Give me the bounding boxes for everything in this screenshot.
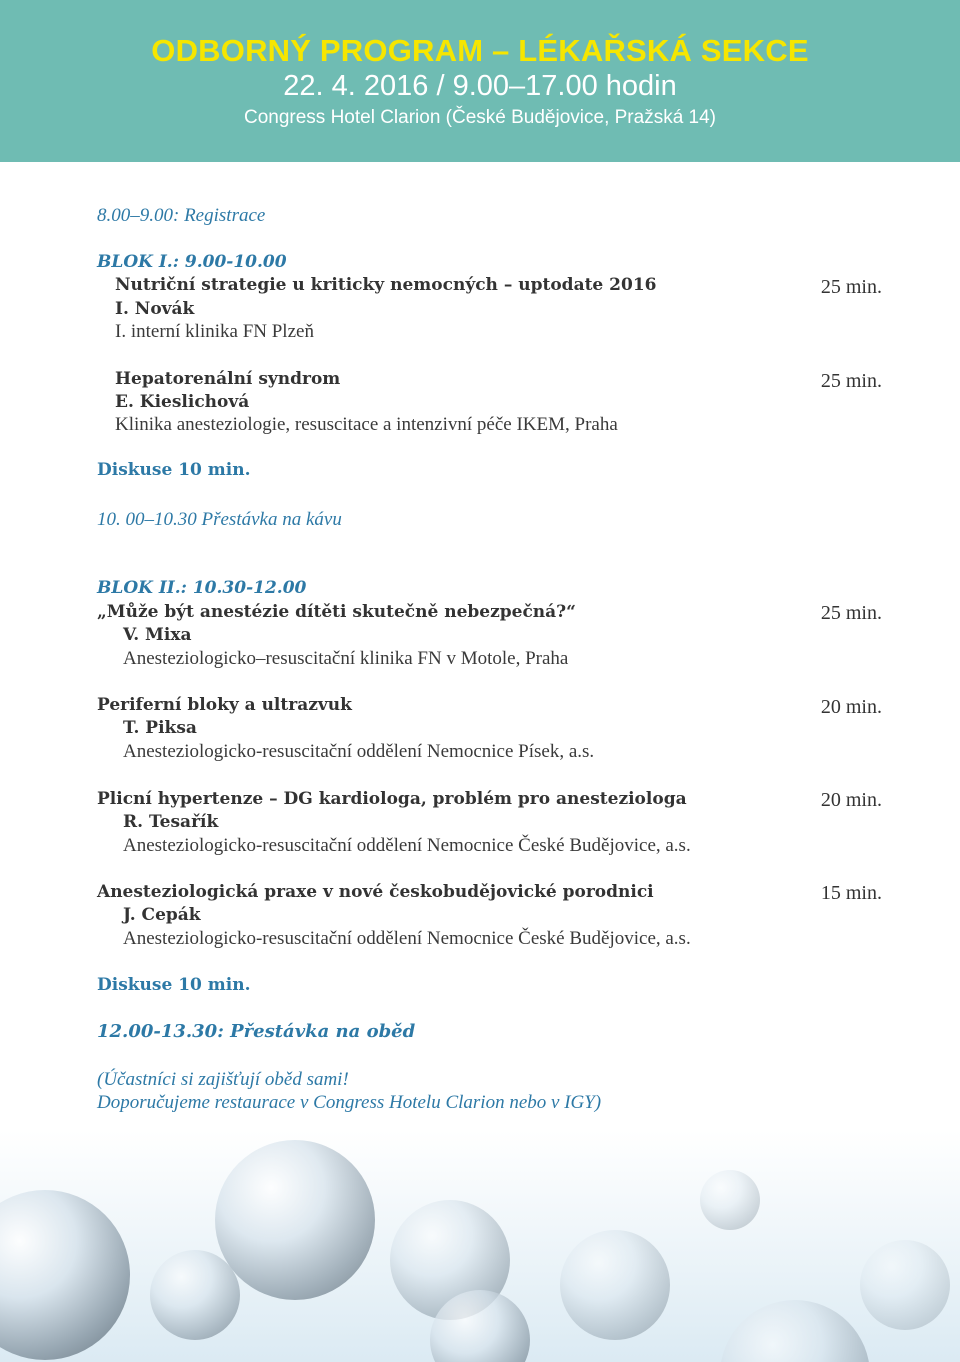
bubble-shape xyxy=(150,1250,240,1340)
blok2-label: BLOK II.: 10.30-12.00 xyxy=(97,578,307,598)
talk-title: Anesteziologická praxe v nové českobudějovické porodnici xyxy=(97,882,654,902)
talk-institution: Anesteziologicko–resuscitační klinika FN v Motole, Praha xyxy=(123,648,569,669)
talk-duration: 20 min. xyxy=(820,696,882,718)
note-line-2: Doporučujeme restaurace v Congress Hotelu Clarion nebo v IGY) xyxy=(97,1092,602,1113)
event-date: 22. 4. 2016 / 9.00–17.00 hodin xyxy=(283,70,677,102)
bubble-shape xyxy=(720,1300,870,1362)
talk-title: Plicní hypertenze – DG kardiologa, problém pro anesteziologa xyxy=(97,789,687,809)
bubble-shape xyxy=(0,1190,130,1360)
talk-speaker: T. Piksa xyxy=(123,718,197,738)
bubble-shape xyxy=(700,1170,760,1230)
blok1-label: BLOK I.: 9.00-10.00 xyxy=(97,252,287,272)
lunch-break: 12.00-13.30: Přestávka na oběd xyxy=(97,1021,416,1042)
talk-institution: Anesteziologicko-resuscitační oddělení Nemocnice Písek, a.s. xyxy=(123,741,595,762)
talk-duration: 25 min. xyxy=(820,276,882,298)
talk-speaker: R. Tesařík xyxy=(123,812,219,832)
talk-title: Periferní bloky a ultrazvuk xyxy=(97,695,352,715)
talk-institution: Klinika anesteziologie, resuscitace a intenzivní péče IKEM, Praha xyxy=(115,414,618,435)
note-line-1: (Účastníci si zajišťují oběd sami! xyxy=(97,1069,349,1090)
discussion-label: Diskuse 10 min. xyxy=(97,975,251,995)
talk-duration: 25 min. xyxy=(820,370,882,392)
registration-line: 8.00–9.00: Registrace xyxy=(97,205,266,226)
event-venue: Congress Hotel Clarion (České Budějovice, Pražská 14) xyxy=(243,107,717,128)
bubble-shape xyxy=(860,1240,950,1330)
header-banner xyxy=(0,0,960,162)
talk-speaker: I. Novák xyxy=(115,299,195,319)
decorative-bubbles-image xyxy=(0,1130,960,1362)
bubble-shape xyxy=(560,1230,670,1340)
talk-duration: 20 min. xyxy=(820,789,882,811)
talk-institution: Anesteziologicko-resuscitační oddělení Nemocnice České Budějovice, a.s. xyxy=(123,835,691,856)
page-title: ODBORNÝ PROGRAM – LÉKAŘSKÁ SEKCE xyxy=(151,33,809,68)
talk-duration: 25 min. xyxy=(820,602,882,624)
talk-speaker: J. Cepák xyxy=(123,905,201,925)
discussion-label: Diskuse 10 min. xyxy=(97,460,251,480)
coffee-break: 10. 00–10.30 Přestávka na kávu xyxy=(97,509,342,530)
talk-title: Nutriční strategie u kriticky nemocných – uptodate 2016 xyxy=(115,275,657,295)
talk-speaker: E. Kieslichová xyxy=(115,392,250,412)
talk-institution: Anesteziologicko-resuscitační oddělení Nemocnice České Budějovice, a.s. xyxy=(123,928,691,949)
talk-duration: 15 min. xyxy=(820,882,882,904)
talk-speaker: V. Mixa xyxy=(123,625,192,645)
talk-title: „Může být anestézie dítěti skutečně nebezpečná?“ xyxy=(97,602,576,622)
talk-title: Hepatorenální syndrom xyxy=(115,369,341,389)
talk-institution: I. interní klinika FN Plzeň xyxy=(115,321,314,342)
bubble-shape xyxy=(215,1140,375,1300)
